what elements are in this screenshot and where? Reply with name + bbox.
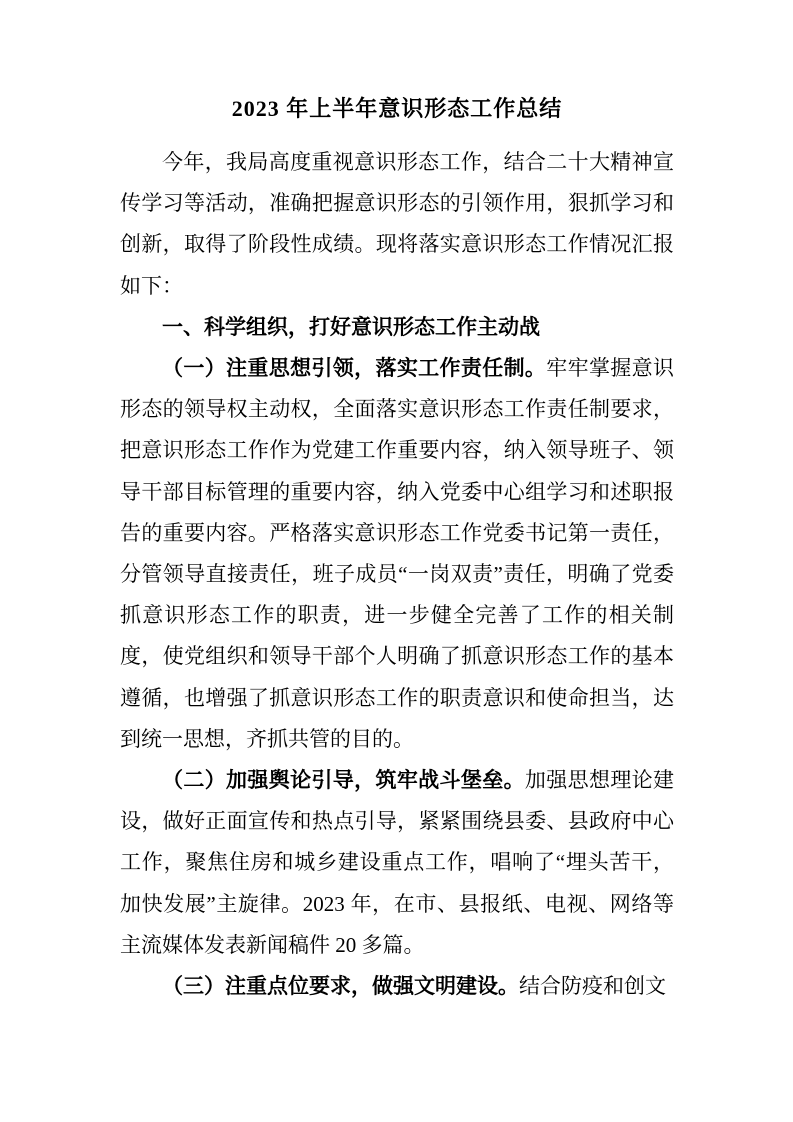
paragraph-1-body: 牢牢掌握意识形态的领导权主动权，全面落实意识形态工作责任制要求，把意识形态工作作为党建工作重要内容，纳入领导班子、领导干部目标管理的重要内容，纳入党委中心组学习和述职报告的重要内容。严格落实意识形态工作党委书记第一责任，分管领导直接责任，班子成员“一岗双责”责任，明确了党委抓意识形态工作的职责，进一步健全完善了工作的相关制度，使党组织和领导干部个人明确了抓意识形态工作的基本遵循，也增强了抓意识形态工作的职责意识和使命担当，达到统一思想，齐抓共管的目的。: [120, 356, 675, 751]
paragraph-1-lead: （一）注重思想引领，落实工作责任制。: [162, 356, 547, 381]
page-title: 2023 年上半年意识形态工作总结: [231, 96, 563, 121]
paragraph-2-lead: （二）加强舆论引导，筑牢战斗堡垒。: [162, 768, 525, 793]
intro-paragraph: 今年，我局高度重视意识形态工作，结合二十大精神宣传学习等活动，准确把握意识形态的引领作用，狠抓学习和创新，取得了阶段性成绩。现将落实意识形态工作情况汇报如下：: [120, 150, 674, 298]
paragraph-2: [120, 760, 674, 966]
document-content: [120, 92, 674, 1007]
paragraph-3: [120, 966, 674, 1007]
paragraph-1: [120, 348, 674, 760]
section-heading: 一、科学组织，打好意识形态工作主动战: [162, 314, 540, 339]
paragraph-2-body: 加强思想理论建设，做好正面宣传和热点引导，紧紧围绕县委、县政府中心工作，聚焦住房和城乡建设重点工作，唱响了“埋头苦干，加快发展”主旋律。2023 年，在市、县报纸、电视、网络等主流媒体发表新闻稿件 20 多篇。: [120, 768, 675, 957]
paragraph-3-lead: （三）注重点位要求，做强文明建设。: [162, 974, 519, 999]
paragraph-3-body: 结合防疫和创文: [519, 974, 666, 999]
